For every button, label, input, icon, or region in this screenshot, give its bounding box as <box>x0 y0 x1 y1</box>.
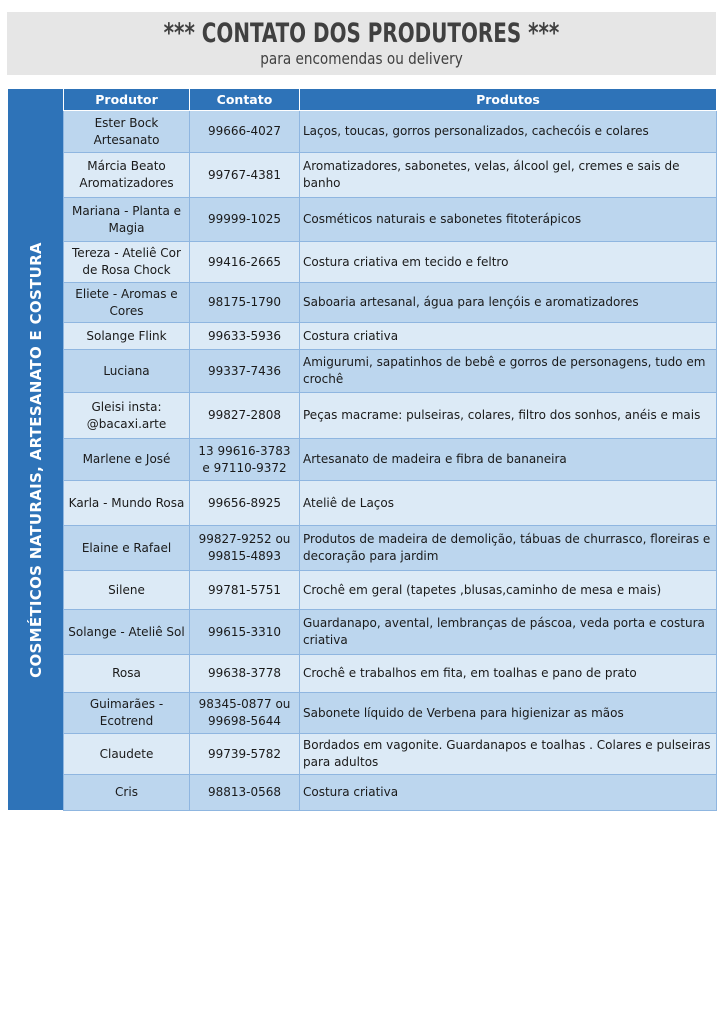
cell-produtos: Crochê e trabalhos em fita, em toalhas e pano de prato <box>300 655 717 693</box>
cell-contato: 99638-3778 <box>190 655 300 693</box>
table-row <box>64 655 717 693</box>
cell-produtos: Laços, toucas, gorros personalizados, cachecóis e colares <box>300 111 717 153</box>
table-row <box>64 323 717 350</box>
table-row <box>64 283 717 323</box>
cell-produtor: Solange Flink <box>64 323 190 350</box>
cell-produtor: Gleisi insta: @bacaxi.arte <box>64 393 190 439</box>
cell-produtor: Solange - Ateliê Sol <box>64 610 190 655</box>
cell-produtor: Tereza - Ateliê Cor de Rosa Chock <box>64 242 190 283</box>
column-header-produtor: Produtor <box>64 89 190 111</box>
cell-produtos: Costura criativa em tecido e feltro <box>300 242 717 283</box>
cell-produtos: Costura criativa <box>300 775 717 811</box>
cell-produtos: Saboaria artesanal, água para lençóis e aromatizadores <box>300 283 717 323</box>
cell-produtor: Guimarães - Ecotrend <box>64 693 190 734</box>
category-band <box>8 110 63 810</box>
table-row <box>64 198 717 242</box>
cell-produtor: Elaine e Rafael <box>64 526 190 571</box>
cell-produtos: Cosméticos naturais e sabonetes fitoterápicos <box>300 198 717 242</box>
cell-produtor: Ester Bock Artesanato <box>64 111 190 153</box>
cell-produtos: Ateliê de Laços <box>300 481 717 526</box>
cell-produtor: Cris <box>64 775 190 811</box>
cell-contato: 99337-7436 <box>190 350 300 393</box>
cell-contato: 99416-2665 <box>190 242 300 283</box>
cell-contato: 98813-0568 <box>190 775 300 811</box>
table-row <box>64 111 717 153</box>
table-row <box>64 242 717 283</box>
cell-produtos: Crochê em geral (tapetes ,blusas,caminho de mesa e mais) <box>300 571 717 610</box>
cell-produtos: Guardanapo, avental, lembranças de páscoa, veda porta e costura criativa <box>300 610 717 655</box>
cell-produtos: Sabonete líquido de Verbena para higienizar as mãos <box>300 693 717 734</box>
cell-produtos: Aromatizadores, sabonetes, velas, álcool gel, cremes e sais de banho <box>300 153 717 198</box>
table-row <box>64 526 717 571</box>
column-header-produtos: Produtos <box>300 89 717 111</box>
cell-contato: 99739-5782 <box>190 734 300 775</box>
table-row <box>64 439 717 481</box>
table-row <box>64 153 717 198</box>
cell-contato: 99767-4381 <box>190 153 300 198</box>
page-title: *** CONTATO DOS PRODUTORES *** <box>163 18 560 49</box>
header-banner <box>7 12 716 75</box>
cell-produtor: Claudete <box>64 734 190 775</box>
cell-produtos: Produtos de madeira de demolição, tábuas de churrasco, floreiras e decoração para jardim <box>300 526 717 571</box>
producers-table-container <box>8 89 716 810</box>
table-row <box>64 393 717 439</box>
cell-contato: 99827-2808 <box>190 393 300 439</box>
cell-contato: 99827-9252 ou 99815-4893 <box>190 526 300 571</box>
cell-produtos: Amigurumi, sapatinhos de bebê e gorros de personagens, tudo em crochê <box>300 350 717 393</box>
cell-contato: 98175-1790 <box>190 283 300 323</box>
cell-produtor: Márcia Beato Aromatizadores <box>64 153 190 198</box>
cell-contato: 99781-5751 <box>190 571 300 610</box>
category-label: COSMÉTICOS NATURAIS, ARTESANATO E COSTURA <box>26 242 45 678</box>
table-row <box>64 571 717 610</box>
table-row <box>64 481 717 526</box>
cell-produtos: Bordados em vagonite. Guardanapos e toalhas . Colares e pulseiras para adultos <box>300 734 717 775</box>
cell-produtos: Costura criativa <box>300 323 717 350</box>
table-row <box>64 775 717 811</box>
table-row <box>64 734 717 775</box>
table-header <box>64 89 717 111</box>
cell-produtos: Peças macrame: pulseiras, colares, filtro dos sonhos, anéis e mais <box>300 393 717 439</box>
cell-produtor: Mariana - Planta e Magia <box>64 198 190 242</box>
cell-contato: 99615-3310 <box>190 610 300 655</box>
producers-table <box>63 89 717 811</box>
cell-produtos: Artesanato de madeira e fibra de bananeira <box>300 439 717 481</box>
cell-produtor: Eliete - Aromas e Cores <box>64 283 190 323</box>
cell-produtor: Silene <box>64 571 190 610</box>
cell-contato: 99666-4027 <box>190 111 300 153</box>
cell-produtor: Luciana <box>64 350 190 393</box>
table-row <box>64 350 717 393</box>
table-row <box>64 610 717 655</box>
cell-contato: 99999-1025 <box>190 198 300 242</box>
table-row <box>64 693 717 734</box>
page-subtitle: para encomendas ou delivery <box>260 49 463 68</box>
cell-contato: 99656-8925 <box>190 481 300 526</box>
cell-contato: 13 99616-3783 e 97110-9372 <box>190 439 300 481</box>
cell-produtor: Karla - Mundo Rosa <box>64 481 190 526</box>
column-header-contato: Contato <box>190 89 300 111</box>
cell-produtor: Marlene e José <box>64 439 190 481</box>
cell-contato: 99633-5936 <box>190 323 300 350</box>
cell-produtor: Rosa <box>64 655 190 693</box>
cell-contato: 98345-0877 ou 99698-5644 <box>190 693 300 734</box>
